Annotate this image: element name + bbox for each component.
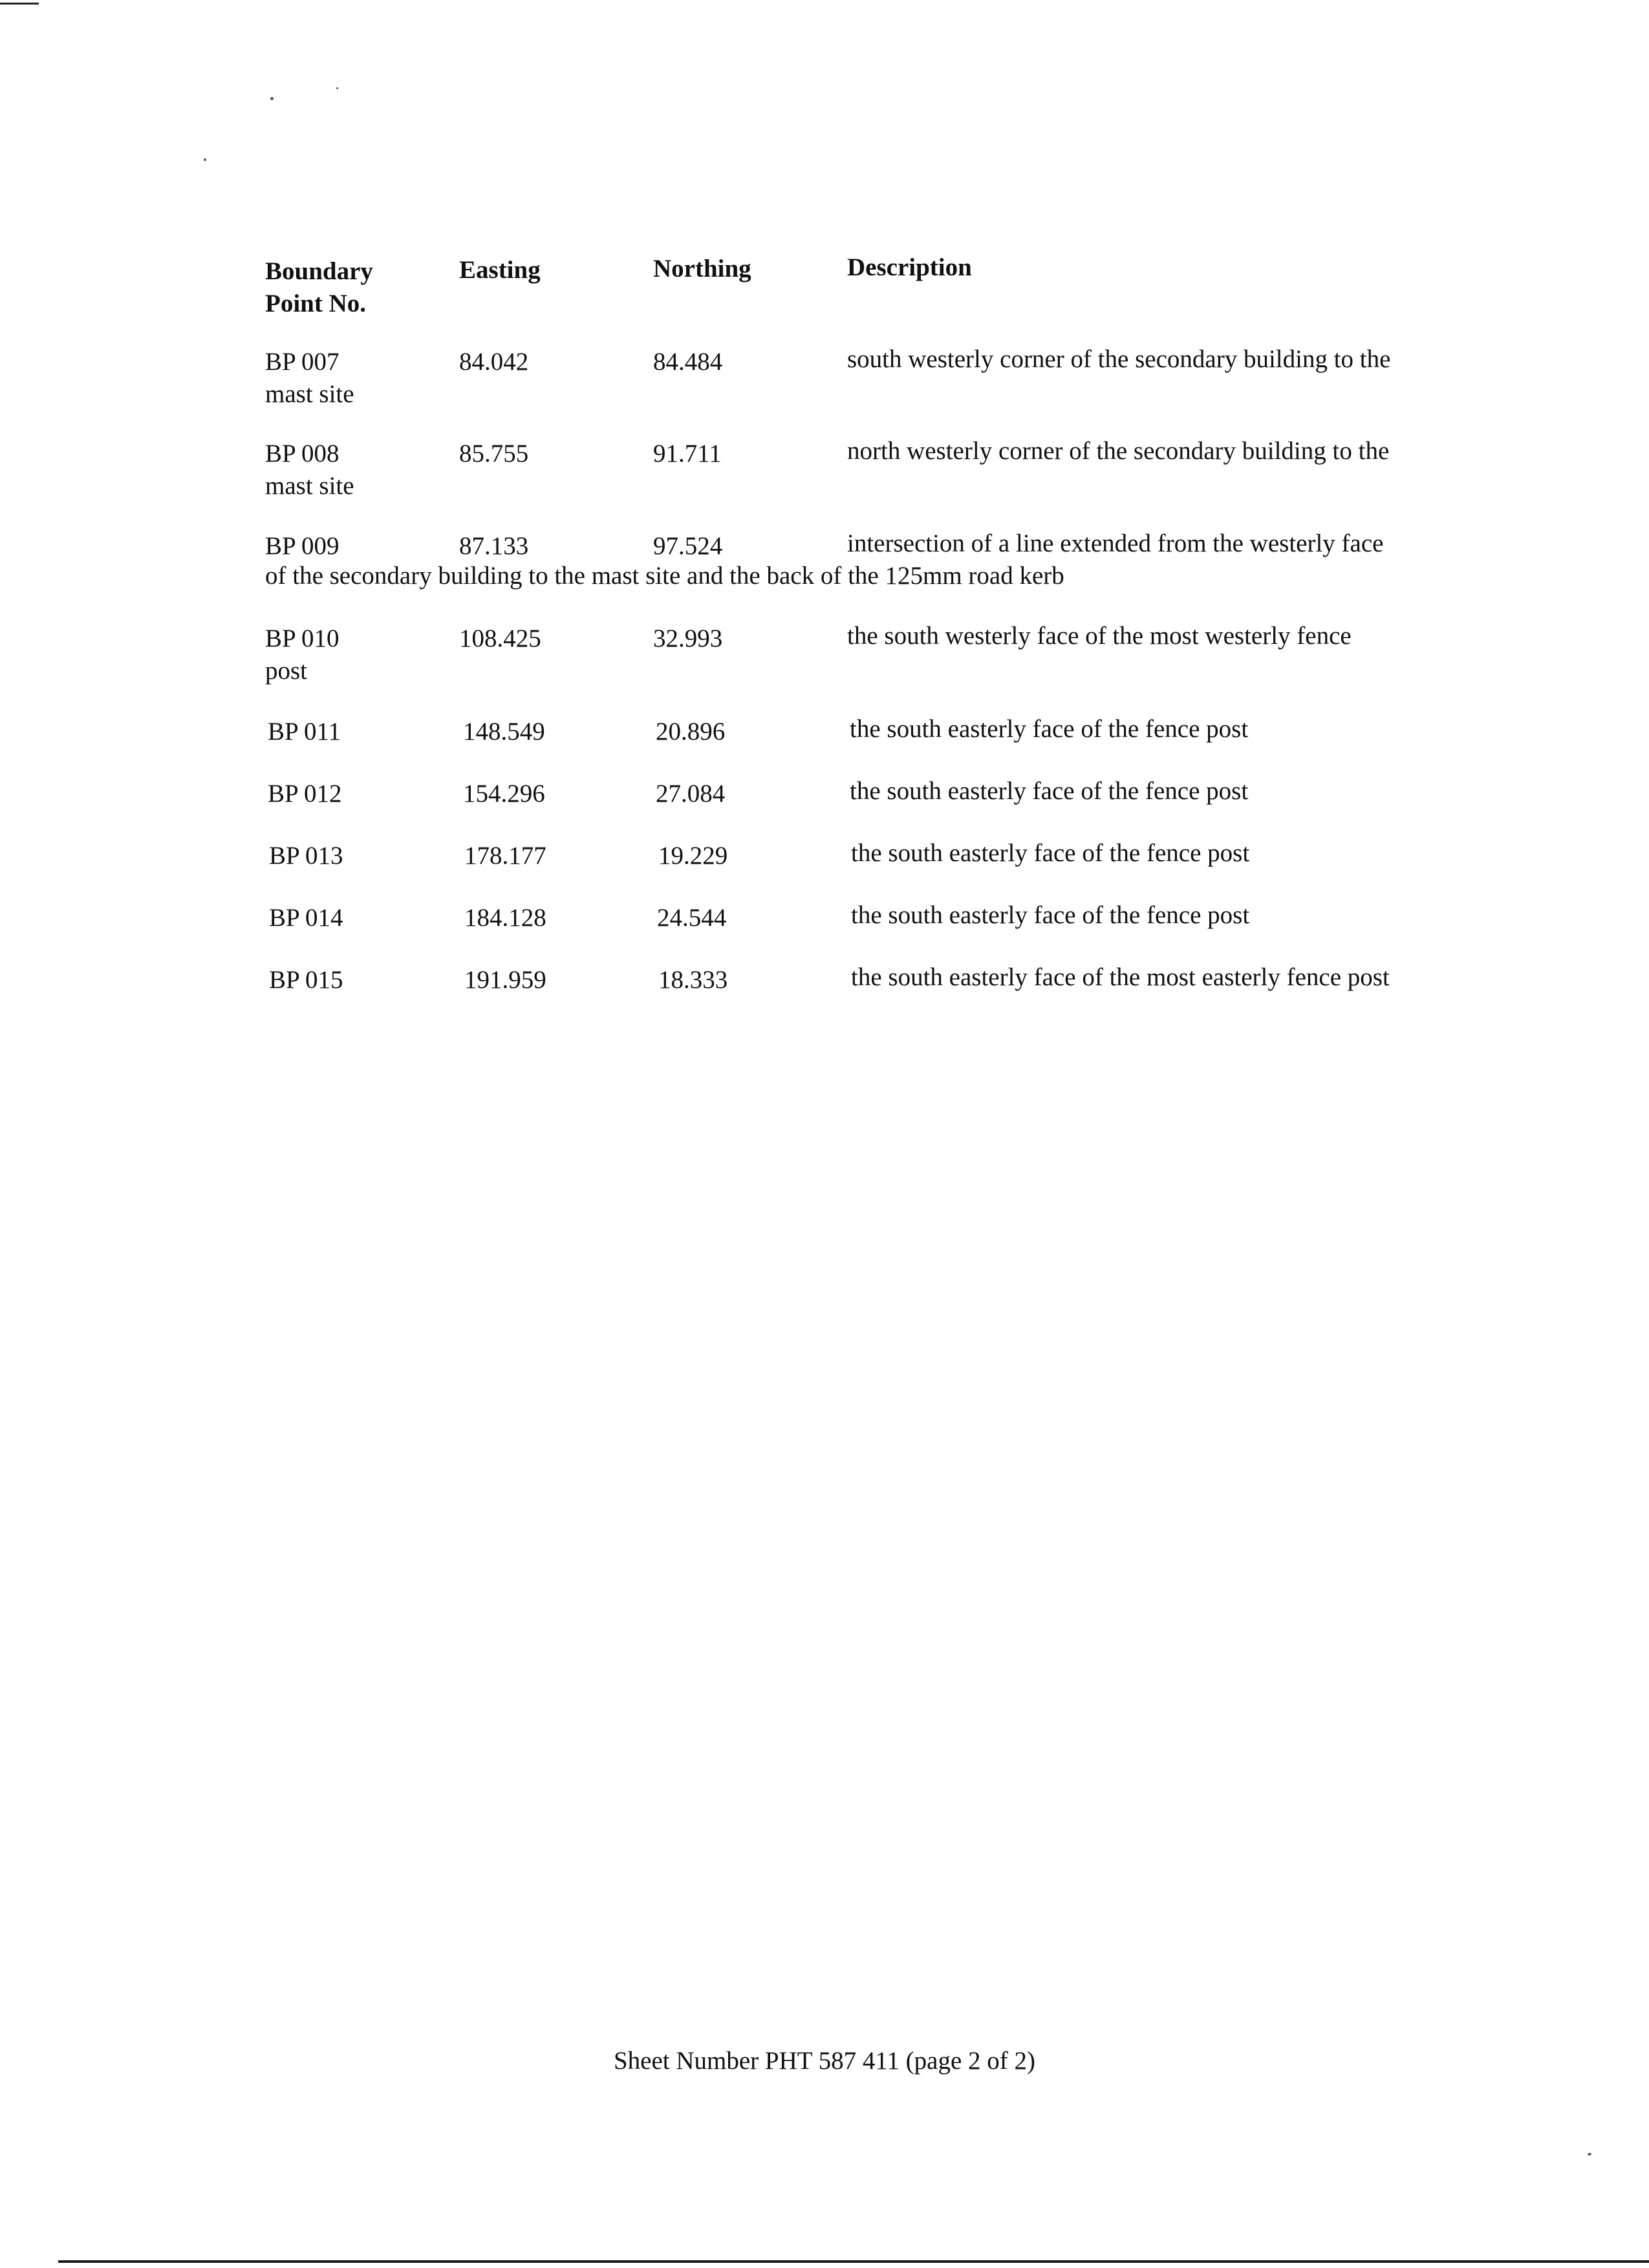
description-cell: intersection of a line extended from the westerly face — [847, 530, 1384, 557]
description-cell: the south easterly face of the fence post — [850, 777, 1249, 805]
boundary-point-cell — [265, 438, 446, 502]
bp-label: BP 008 — [265, 440, 339, 467]
easting-cell: 154.296 — [463, 780, 545, 808]
easting-cell: 85.755 — [459, 440, 529, 467]
bp-label: BP 009 — [265, 532, 339, 560]
header-boundary-line1: Boundary — [265, 257, 373, 285]
northing-cell: 19.229 — [658, 842, 728, 870]
header-boundary-point — [265, 255, 373, 320]
description-cell: the south easterly face of the most easterly fence post — [851, 963, 1390, 991]
scan-speck — [270, 97, 274, 100]
easting-cell: 148.549 — [463, 718, 545, 745]
easting-cell: 84.042 — [459, 348, 529, 376]
boundary-point-cell — [265, 346, 446, 411]
northing-cell: 24.544 — [657, 904, 727, 932]
description-cell: the south easterly face of the fence post — [851, 901, 1250, 929]
description-cell: south westerly corner of the secondary building to the — [847, 345, 1391, 373]
table-row — [265, 346, 1442, 411]
description-cell: the south westerly face of the most westerly fence — [847, 622, 1352, 650]
scan-edge-top — [0, 3, 39, 5]
easting-cell: 87.133 — [459, 532, 529, 560]
table-row — [265, 964, 1442, 996]
sheet-number-footer: Sheet Number PHT 587 411 (page 2 of 2) — [613, 2047, 1036, 2075]
description-continuation: of the secondary building to the mast site and the back of the 125mm road kerb — [265, 562, 1064, 590]
table-row — [265, 778, 1442, 810]
boundary-point-cell — [265, 623, 446, 687]
northing-cell: 32.993 — [653, 625, 723, 652]
header-description: Description — [847, 253, 972, 281]
description-cell: north westerly corner of the secondary building to the — [847, 437, 1390, 465]
bp-label: BP 007 — [265, 348, 339, 376]
table-row — [265, 623, 1442, 687]
header-easting: Easting — [459, 256, 541, 284]
northing-cell: 18.333 — [658, 966, 728, 994]
bp-label: BP 011 — [268, 718, 341, 745]
table-row — [265, 438, 1442, 502]
description-continuation: post — [265, 657, 308, 685]
scan-speck — [1588, 2153, 1591, 2156]
description-cell: the south easterly face of the fence post — [851, 839, 1250, 867]
easting-cell: 108.425 — [459, 625, 541, 652]
northing-cell: 91.711 — [653, 440, 722, 467]
northing-cell: 84.484 — [653, 348, 723, 376]
easting-cell: 178.177 — [464, 842, 546, 870]
description-continuation: mast site — [265, 472, 354, 500]
bp-label: BP 015 — [269, 966, 343, 994]
table-row — [265, 840, 1442, 872]
header-northing: Northing — [653, 255, 751, 283]
description-cell: the south easterly face of the fence post — [850, 715, 1249, 743]
scan-edge-bottom — [58, 2260, 1649, 2263]
northing-cell: 97.524 — [653, 532, 723, 560]
bp-label: BP 014 — [269, 904, 343, 932]
bp-label: BP 012 — [268, 780, 342, 808]
table-row — [265, 902, 1442, 934]
easting-cell: 191.959 — [464, 966, 546, 994]
northing-cell: 27.084 — [656, 780, 726, 808]
scan-speck — [336, 87, 338, 89]
bp-label: BP 013 — [269, 842, 343, 870]
easting-cell: 184.128 — [464, 904, 546, 932]
header-boundary-line2: Point No. — [265, 290, 366, 317]
northing-cell: 20.896 — [656, 718, 726, 745]
table-row — [265, 530, 1442, 595]
table-row — [265, 716, 1442, 748]
bp-label: BP 010 — [265, 625, 339, 652]
scan-speck — [204, 158, 206, 161]
description-continuation: mast site — [265, 380, 354, 408]
